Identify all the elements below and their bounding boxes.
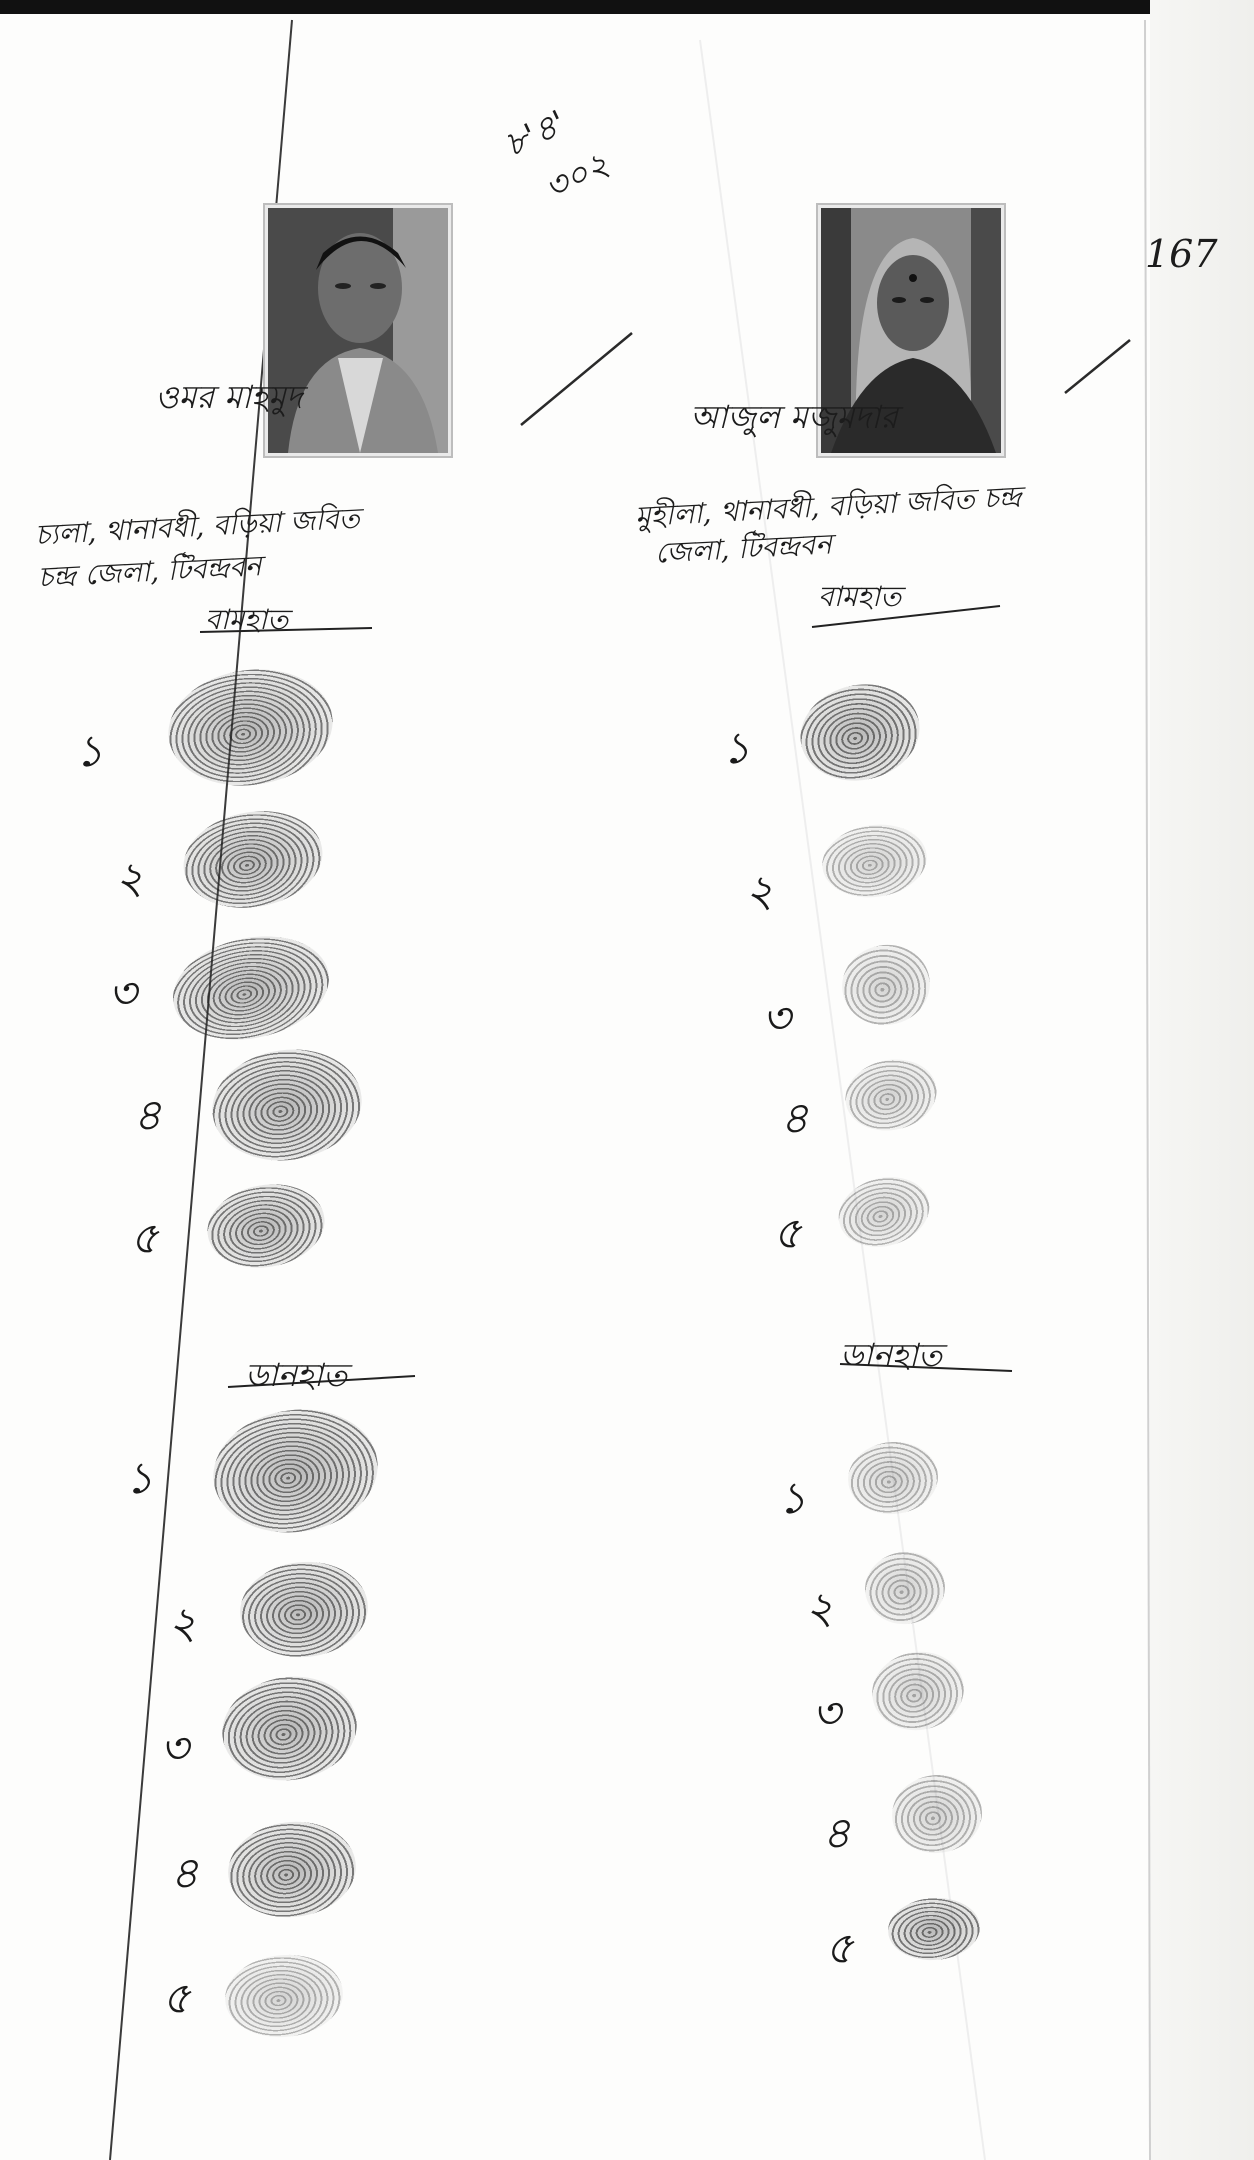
- left-hand1-finger-5-label: ৫: [130, 1213, 159, 1264]
- right-right-hand-heading: বামহাত: [818, 580, 902, 613]
- right-address-line1: মুহীলা, থানাবধী, বড়িয়া জবিত চন্দ্র: [634, 479, 1023, 534]
- left-right-hand-heading: বামহাত: [205, 603, 289, 636]
- right-hand2-finger-2-label: ২: [805, 1583, 834, 1634]
- left-hand2-finger-1-label: ১: [125, 1453, 154, 1504]
- left-check-arrow: [521, 333, 632, 425]
- right-check-arrow: [1065, 340, 1130, 393]
- right-hand1-finger-1-label: ১: [722, 723, 751, 774]
- left-address-line2: চন্দ্র জেলা, টিবন্দ্রবন: [37, 549, 263, 594]
- right-hand1-finger-2-label: ২: [745, 866, 774, 917]
- right-hand2-finger-1-label: ১: [778, 1473, 807, 1524]
- left-hand1-finger-2-label: ২: [115, 853, 144, 904]
- right-hand2-finger-3-label: ৩: [812, 1688, 841, 1739]
- right-hand2-finger-5-label: ৫: [825, 1923, 854, 1974]
- right-hand1-finger-5-label: ৫: [773, 1208, 802, 1259]
- right-hand1-finger-4-label: ৪: [780, 1093, 809, 1144]
- margin-note-2: ৩০২: [538, 144, 616, 209]
- left-hand2-finger-5-label: ৫: [162, 1973, 191, 2024]
- left-hand2-finger-4-label: ৪: [170, 1848, 199, 1899]
- page-number: 167: [1145, 232, 1218, 276]
- right-hand1-finger-3-label: ৩: [762, 993, 791, 1044]
- left-person-name: ওমর মাহমুদ: [155, 378, 303, 416]
- left-hand1-finger-4-label: ৪: [133, 1090, 162, 1141]
- right-person-name: আজুল মজুমদার: [690, 398, 898, 436]
- right-left-hand-heading: ডানহাত: [840, 1336, 943, 1374]
- left-hand2-finger-2-label: ২: [168, 1598, 197, 1649]
- left-hand2-finger-3-label: ৩: [160, 1723, 189, 1774]
- left-address-line1: চ্যলা, থানাবধী, বড়িয়া জবিত: [34, 501, 361, 552]
- paper-edge-line: [1145, 20, 1150, 2160]
- right-address-line2: জেলা, টিবন্দ্রবন: [654, 527, 833, 570]
- left-hand1-finger-3-label: ৩: [108, 968, 137, 1019]
- left-hand1-finger-1-label: ১: [75, 726, 104, 777]
- right-hand2-finger-4-label: ৪: [822, 1808, 851, 1859]
- left-left-hand-heading: ডানহাত: [245, 1356, 348, 1394]
- margin-note-1: ৮'৪': [498, 102, 573, 166]
